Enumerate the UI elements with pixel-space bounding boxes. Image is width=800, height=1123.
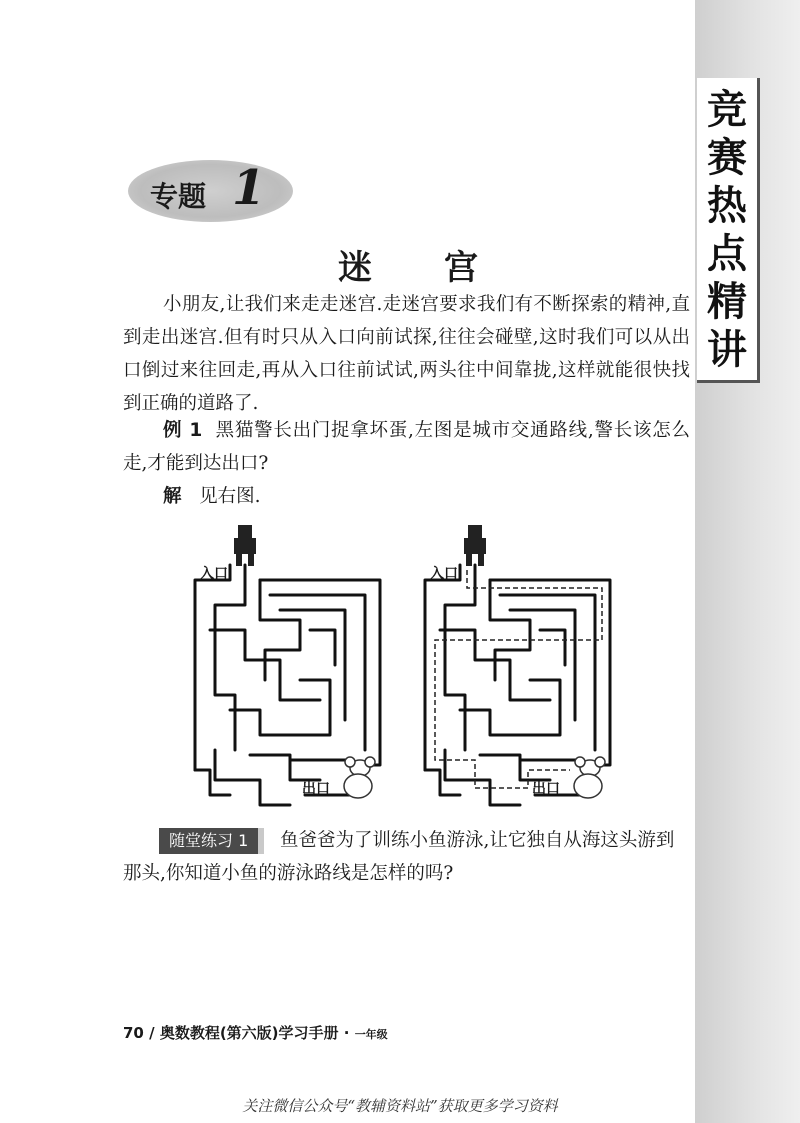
maze-right xyxy=(420,520,620,810)
answer-paragraph xyxy=(163,480,730,513)
footer-dot: · xyxy=(343,1024,355,1042)
grade-label: 一年级 xyxy=(354,1028,388,1041)
page-title-char: 宫 xyxy=(444,248,478,288)
section-title-char: 竞 xyxy=(707,87,747,133)
page-footer xyxy=(123,1022,388,1043)
answer-label: 解 xyxy=(163,486,182,507)
page-title-char: 迷 xyxy=(338,248,372,288)
footer-slash: / xyxy=(149,1024,160,1042)
section-title-char: 讲 xyxy=(707,327,747,373)
maze-left xyxy=(190,520,390,810)
section-title-char: 点 xyxy=(707,231,747,277)
maze-left-exit-label: 出口 xyxy=(302,781,330,797)
watermark-text: 关注微信公众号“教辅资料站”获取更多学习资料 xyxy=(242,1097,558,1115)
maze-right-entrance-label: 入口 xyxy=(430,566,458,582)
example-label: 例 1 xyxy=(163,420,203,441)
page-number: 70 xyxy=(123,1024,144,1042)
section-title-char: 热 xyxy=(707,183,747,229)
practice-badge: 随堂练习 1 xyxy=(159,828,258,854)
detective-cat-icon xyxy=(464,525,486,566)
practice-text: 鱼爸爸为了训练小鱼游泳,让它独自从海这头游到那头,你知道小鱼的游泳路线是怎样的吗? xyxy=(123,830,675,884)
maze-right-exit-label: 出口 xyxy=(532,781,560,797)
detective-cat-icon xyxy=(234,525,256,566)
topic-number: 1 xyxy=(232,160,266,216)
section-title-char: 精 xyxy=(707,279,747,325)
book-title: 奥数教程(第六版)学习手册 xyxy=(159,1024,339,1042)
example-text: 黑猫警长出门捉拿坏蛋,左图是城市交通路线,警长该怎么走,才能到达出口? xyxy=(123,420,690,474)
answer-text: 见右图. xyxy=(199,486,261,507)
practice-paragraph xyxy=(123,824,690,890)
page-title xyxy=(338,240,478,289)
section-title-char: 赛 xyxy=(707,135,747,181)
maze-left-entrance-label: 入口 xyxy=(200,566,228,582)
intro-paragraph: 小朋友,让我们来走走迷宫.走迷宫要求我们有不断探索的精神,直到走出迷宫.但有时只从入口向前试探,往往会碰壁,这时我们可以从出口倒过来往回走,再从入口往前试试,两头往中间靠拢,这样就能很快找到正确的道路了. xyxy=(123,294,690,414)
example-paragraph xyxy=(123,414,690,480)
topic-label: 专题 xyxy=(150,180,207,213)
mouse-icon xyxy=(344,757,375,798)
section-title-vertical xyxy=(697,78,760,383)
mouse-icon xyxy=(574,757,605,798)
